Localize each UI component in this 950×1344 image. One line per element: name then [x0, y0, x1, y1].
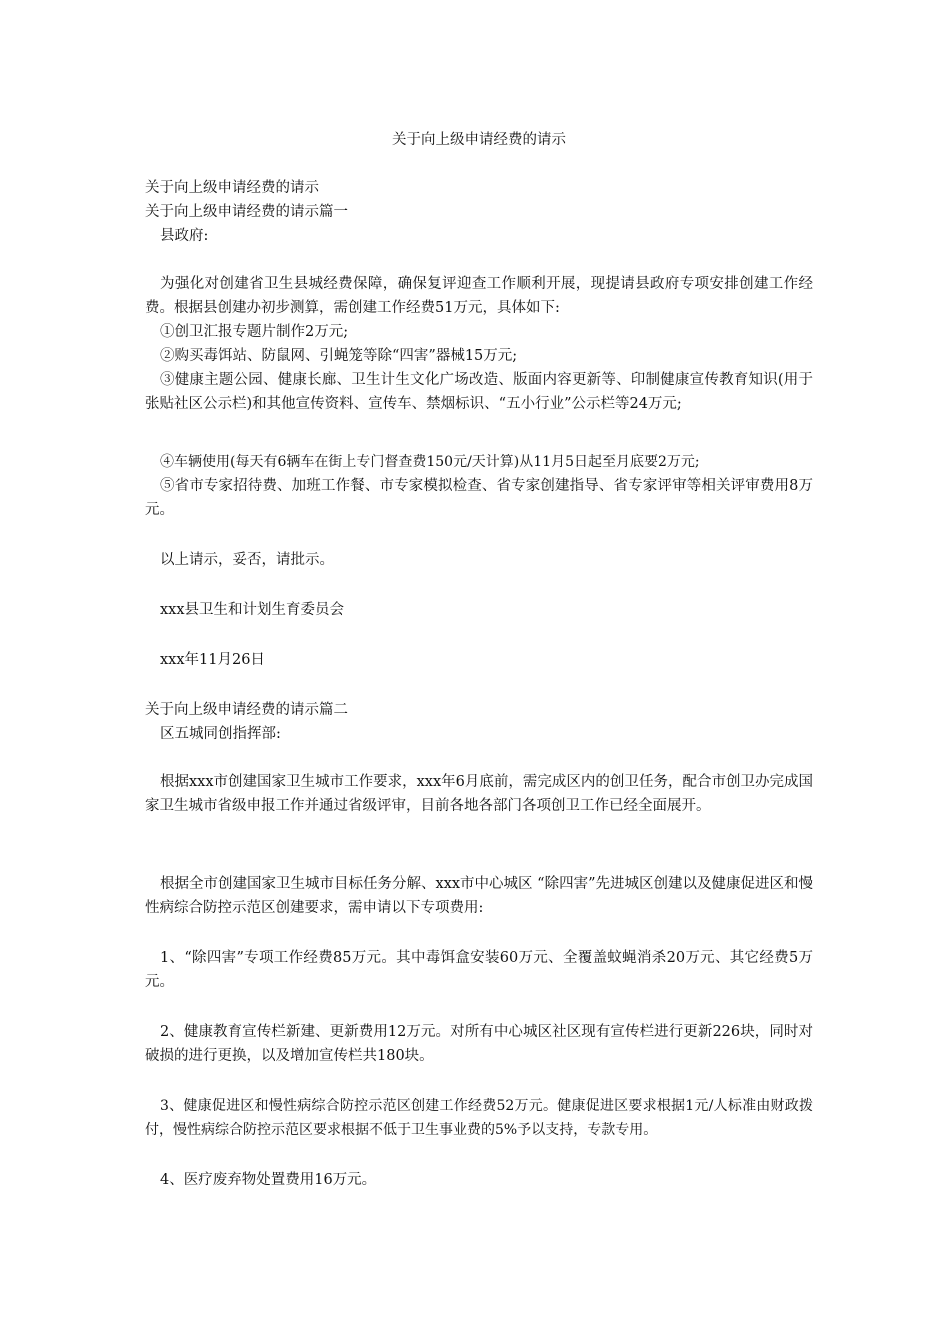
list-item-3: ③健康主题公园、健康长廊、卫生计生文化广场改造、版面内容更新等、印制健康宣传教育知识(用于张贴社区公示栏)和其他宣传资料、宣传车、禁烟标识、“五小行业”公示栏等24万元; [145, 372, 813, 412]
expense-item-2: 2、健康教育宣传栏新建、更新费用12万元。对所有中心城区社区现有宣传栏进行更新226块，同时对破损的进行更换，以及增加宣传栏共180块。 [145, 1024, 813, 1064]
list-item-4: ④车辆使用(每天有6辆车在街上专门督查费150元/天计算)从11月5日起至月底要2万元; [160, 454, 700, 470]
date: xxx年11月26日 [160, 652, 265, 668]
closing-request: 以上请示，妥否，请批示。 [160, 552, 334, 568]
sender: xxx县卫生和计划生育委员会 [160, 602, 345, 618]
expense-item-4: 4、医疗废弃物处置费用16万元。 [160, 1172, 377, 1188]
heading-main: 关于向上级申请经费的请示 [145, 180, 319, 196]
document-title: 关于向上级申请经费的请示 [392, 132, 566, 148]
paragraph-background: 根据xxx市创建国家卫生城市工作要求，xxx年6月底前，需完成区内的创卫任务，配合市创卫办完成国家卫生城市省级申报工作并通过省级评审，目前各地各部门各项创卫工作已经全面展开。 [145, 774, 813, 814]
list-item-2: ②购买毒饵站、防鼠网、引蝇笼等除“四害”器械15万元; [160, 348, 518, 364]
salutation-county-government: 县政府: [160, 228, 209, 244]
list-item-1: ①创卫汇报专题片制作2万元; [160, 324, 349, 340]
salutation-command: 区五城同创指挥部: [160, 726, 281, 742]
heading-part-one: 关于向上级申请经费的请示篇一 [145, 204, 348, 220]
expense-item-3: 3、健康促进区和慢性病综合防控示范区创建工作经费52万元。健康促进区要求根据1元/人标准由财政拨付，慢性病综合防控示范区要求根据不低于卫生事业费的5%予以支持，专款专用。 [145, 1098, 813, 1138]
list-item-5: ⑤省市专家招待费、加班工作餐、市专家模拟检查、省专家创建指导、省专家评审等相关评审费用8万元。 [145, 478, 813, 518]
paragraph-requirements: 根据全市创建国家卫生城市目标任务分解、xxx市中心城区 “除四害”先进城区创建以及健康促进区和慢性病综合防控示范区创建要求，需申请以下专项费用: [145, 876, 813, 916]
heading-part-two: 关于向上级申请经费的请示篇二 [145, 702, 348, 718]
expense-item-1: 1、“除四害”专项工作经费85万元。其中毒饵盒安装60万元、全覆盖蚊蝇消杀20万元、其它经费5万元。 [145, 950, 813, 990]
paragraph-intro: 为强化对创建省卫生县城经费保障，确保复评迎查工作顺利开展，现提请县政府专项安排创建工作经费。根据县创建办初步测算，需创建工作经费51万元，具体如下: [145, 276, 813, 316]
